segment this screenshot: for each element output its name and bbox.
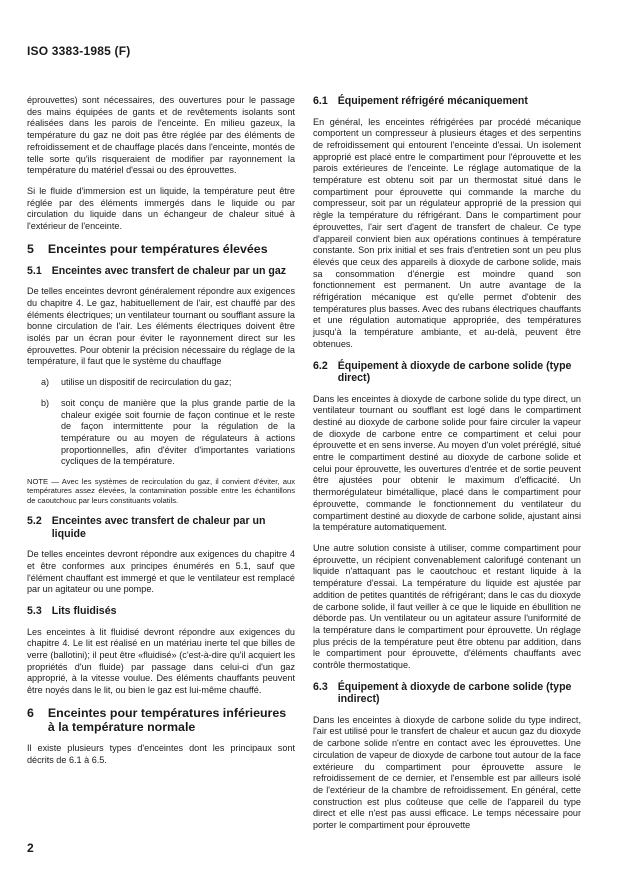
list-item-b [27, 398, 295, 468]
section-number: 6.3 [313, 680, 328, 693]
list-item-a [27, 377, 295, 389]
paragraph: De telles enceintes devront généralement répondre aux exigences du chapitre 4. Le gaz, habituellement de l'air, est chauffé par des éléments électriques; un ventilateur tournant ou soufflant assure la bonne circulation de l'air. Les éléments électriques doivent être isolés par un écran pour éviter le rayonnement direct sur les éprouvettes. Pour obtenir la précision nécessaire du réglage de la température, il faut que le système du chauffage [27, 286, 295, 367]
section-title: Équipement à dioxyde de carbone solide (type indirect) [337, 680, 572, 706]
section-title: Lits fluidisés [51, 605, 117, 618]
section-title: Enceintes pour températures inférieures à la température normale [47, 705, 287, 734]
section-title: Équipement réfrigéré mécaniquement [337, 95, 528, 107]
section-title: Enceintes avec transfert de chaleur par un liquide [51, 515, 266, 540]
section-number: 6 [27, 705, 34, 720]
right-column [313, 95, 581, 841]
section-heading-6-1 [313, 95, 581, 108]
page-number: 2 [27, 841, 34, 855]
section-heading-5-1 [27, 265, 295, 278]
note: NOTE — Avec les systèmes de recirculation du gaz, il convient d'éviter, aux températures assez élevées, la contamination possible entre les échantillons de caoutchouc par leurs constituants volatils. [27, 477, 295, 505]
section-heading-5-3 [27, 605, 295, 618]
section-title: Enceintes avec transfert de chaleur par un gaz [51, 264, 287, 277]
section-number: 5 [27, 241, 34, 256]
section-number: 6.2 [313, 359, 328, 372]
paragraph: Dans les enceintes à dioxyde de carbone solide du type indirect, l'air est utilisé pour le transfert de chaleur et aucun gaz du dioxyde de carbone solide n'entre en contact avec les éprouvettes. Une circulation de vapeur de dioxyde de carbone tout autour de la face extérieure du compartiment pour éprouvette assure le refroidissement de ce dernier, et l'ensemble est par ailleurs isolé de l'extérieur de la chambre de refroidissement. En général, cette construction est plus coûteuse que celle de l'appareil du type direct et elle n'est pas aussi efficace. Le temps nécessaire pour porter le compartiment pour éprouvette [313, 714, 581, 831]
paragraph: éprouvettes) sont nécessaires, des ouvertures pour le passage des mains équipées de gants et de revêtements isolants sont réalisées dans les parois de l'enceinte. En milieu gazeux, la température du gaz ne doit pas être réglée par des éléments de refroidissement et de chauffage placés dans l'enceinte, montés de telle sorte qu'ils risqueraient de modifier par rayonnement la température du matériel d'essai ou des éprouvettes. [27, 95, 295, 176]
list-marker: a) [41, 377, 50, 388]
section-heading-6-2 [313, 360, 581, 385]
section-heading-6 [27, 706, 295, 734]
section-number: 6.1 [313, 95, 328, 107]
section-title: Équipement à dioxyde de carbone solide (type direct) [337, 359, 572, 385]
left-column [27, 95, 295, 775]
paragraph: En général, les enceintes réfrigérées par procédé mécanique comportent un compresseur à plusieurs étages et des serpentins de refroidissement qui entourent l'enceinte d'essai. Un isolement approprié est placé entre le compartiment pour l'éprouvette et les parois extérieures de l'enceinte. Le réglage automatique de la température est obtenu soit par un thermostat situé dans le compartiment pour éprouvette qui commande la marche du compresseur, soit par un régulateur approprié de la pression qui règle la température du réfrigérant. Dans le compartiment pour éprouvettes, l'air sert d'agent de transfert de chaleur. Ce type d'appareil convient bien aux opérations continues à température constante. Son prix initial et ses frais d'entretien sont un peu plus élevés que ceux des appareils à dioxyde de carbone solide, mais sa consommation d'énergie est moindre quand son fonctionnement est permanent. Un autre avantage de la réfrigération mécanique est qu'elle permet d'obtenir des températures plus basses. Avec des rubans électriques chauffants et une régulation automatique appropriée, des températures jusqu'à la température ambiante, et au-delà, peuvent être obtenues. [313, 116, 581, 349]
section-number: 5.1 [27, 264, 42, 277]
paragraph: Dans les enceintes à dioxyde de carbone solide du type direct, un ventilateur tournant ou soufflant est logé dans le compartiment destiné au dioxyde de carbone solide pour faire circuler la vapeur de dioxyde de carbone entre ce compartiment et celui pour éprouvette et en sens inverse. Au moyen d'un volet préréglé, situé entre le compartiment destiné au dioxyde de carbone solide et celui pour éprouvette, les ouvertures d'entrée et de sortie peuvent être ajustées pour obtenir le maximum d'efficacité. Un thermorégulateur bimétallique, placé dans le compartiment pour éprouvette, commande le fonctionnement du ventilateur du compartiment destiné au dioxyde de carbone solide, ajustant ainsi la température automatiquement. [313, 393, 581, 533]
paragraph: De telles enceintes devront répondre aux exigences du chapitre 4 et être conformes aux principes énumérés en 5.1, sauf que l'élément chauffant est immergé et que le ventilateur est remplacé par un agitateur ou une pompe. [27, 549, 295, 595]
section-heading-5-2 [27, 515, 295, 540]
section-heading-6-3 [313, 681, 581, 706]
section-heading-5 [27, 242, 295, 256]
section-title: Enceintes pour températures élevées [47, 241, 268, 256]
paragraph: Les enceintes à lit fluidisé devront répondre aux exigences du chapitre 4. Le lit est réalisé en un matériau inerte tel que billes de verre (ballotini); il peut être «fluidisé» (c'est-à-dire qu'il acquiert les propriétés d'un fluide) par passage dans celui-ci d'un gaz approprié, à la vitesse voulue. Des éléments chauffants peuvent être noyés dans le lit, ou bien le gaz est lui-même chauffé. [27, 626, 295, 696]
list-marker: b) [41, 397, 50, 408]
paragraph: Il existe plusieurs types d'enceintes dont les principaux sont décrits de 6.1 à 6.5. [27, 742, 295, 765]
paragraph: Une autre solution consiste à utiliser, comme compartiment pour éprouvette, un récipient convenablement calorifugé contenant un liquide n'attaquant pas le caoutchouc et restant liquide à la température d'essai. La température du liquide est ajustée par addition de petites quantités de réfrigérant; dans le cas du dioxyde de carbone solide, il faut veiller à ce que le liquide en ébullition ne déborde pas. Un ventilateur ou un agitateur assure l'uniformité de la température dans le compartiment pour éprouvette. Un réglage plus précis de la température peut être obtenu par addition, dans le compartiment pour éprouvette, d'éléments chauffants avec contrôle thermostatique. [313, 543, 581, 671]
section-number: 5.2 [27, 515, 42, 528]
document-header: ISO 3383-1985 (F) [27, 44, 131, 58]
list-text: soit conçu de manière que la plus grande partie de la chaleur exigée soit fournie de façon continue et le reste de façon intermittente pour la régulation de la température ou au moyen de régulateurs à actions proportionnelles, afin d'éviter d'importantes variations cycliques de la température. [61, 397, 295, 467]
list-text: utilise un dispositif de recirculation du gaz; [61, 377, 232, 388]
paragraph: Si le fluide d'immersion est un liquide, la température peut être réglée par des éléments immergés dans le liquide ou par circulation du liquide dans un échangeur de chaleur situé à l'extérieur de l'enceinte. [27, 185, 295, 232]
section-number: 5.3 [27, 605, 42, 618]
